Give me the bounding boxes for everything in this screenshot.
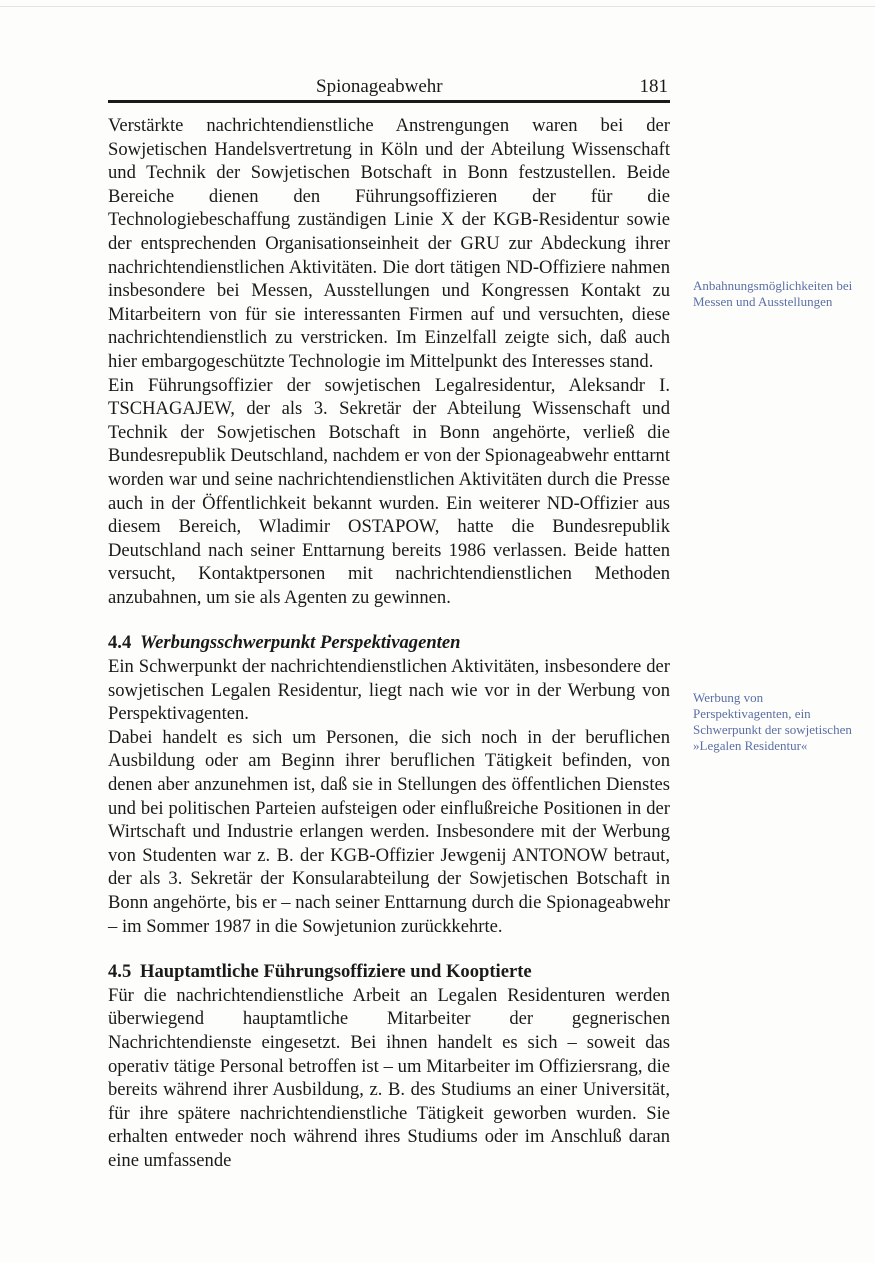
section-title: Werbungsschwerpunkt Perspektivagenten xyxy=(140,632,461,654)
paragraph-messen: Verstärkte nachrichtendienstliche Anstrengungen waren bei der Sowjetischen Handelsvertretung in Köln und der Abteilung Wissenschaft und Technik der Sowjetischen Botschaft in Bonn festzustellen. Beide Bereiche dienen den Führungsoffizieren der für die Technologiebeschaffung zuständigen Linie X der KGB-Residentur sowie der entsprechenden Organisationseinheit der GRU zur Abdeckung ihrer nachrichtendienstlichen Aktivitäten. Die dort tätigen ND-Offiziere nahmen insbesondere bei Messen, Ausstellungen und Kongressen Kontakt zu Mitarbeitern von für sie interessanten Firmen auf und versuchten, diese nachrichtendienstlich zu verstricken. Im Einzelfall zeigte sich, daß auch hier embargogeschützte Technologie im Mittelpunkt des Interesses stand. xyxy=(108,115,670,372)
section-heading-4-5 xyxy=(108,960,670,984)
main-text-column xyxy=(108,114,670,1173)
margin-note-messen: Anbahnungsmöglichkeiten bei Messen und Ausstellungen xyxy=(693,278,853,309)
running-title: Spionageabwehr xyxy=(316,76,443,97)
section-heading-4-4 xyxy=(108,631,670,655)
page-number: 181 xyxy=(639,76,668,97)
scan-edge-line xyxy=(0,6,875,7)
paragraph-perspektivagenten-intro: Ein Schwerpunkt der nachrichtendienstlichen Aktivitäten, insbesondere der sowjetischen Legalen Residentur, liegt nach wie vor in der Werbung von Perspektivagenten. xyxy=(108,656,670,725)
paragraph-fuehrungsoffiziere: Für die nachrichtendienstliche Arbeit an Legalen Residenturen werden überwiegend hauptamtliche Mitarbeiter der gegnerischen Nachrichtendienste eingesetzt. Bei ihnen handelt es sich – soweit das operativ tätige Personal betroffen ist – um Mitarbeiter im Offiziersrang, die bereits während ihrer Ausbildung, z. B. des Studiums an einer Universität, für ihre spätere nachrichtendienstliche Tätigkeit geworben wurden. Sie erhalten entweder noch während ihres Studiums oder im Anschluß daran eine umfassende xyxy=(108,984,670,1171)
paragraph-tschagajew: Ein Führungsoffizier der sowjetischen Legalresidentur, Aleksandr I. TSCHAGAJEW, der als 3. Sekretär der Abteilung Wissenschaft und Technik der Sowjetischen Botschaft in Bonn angehörte, verließ die Bundesrepublik Deutschland, nachdem er von der Spionageabwehr enttarnt worden war und seine nachrichtendienstlichen Aktivitäten durch die Presse auch in der Öffentlichkeit bekannt wurden. Ein weiterer ND-Offizier aus diesem Bereich, Wladimir OSTAPOW, hatte die Bundesrepublik Deutschland nach seiner Enttarnung bereits 1986 verlassen. Beide hatten versucht, Kontaktpersonen mit nachrichtendienstlichen Methoden anzubahnen, um sie als Agenten zu gewinnen. xyxy=(108,374,670,608)
section-number: 4.4 xyxy=(108,632,132,654)
page-header xyxy=(108,72,670,103)
paragraph-perspektivagenten-detail: Dabei handelt es sich um Personen, die sich noch in der beruflichen Ausbildung oder am Beginn ihrer beruflichen Tätigkeit befinden, von denen aber anzunehmen ist, daß sie in Stellungen des öffentlichen Dienstes und bei politischen Parteien aufsteigen oder einflußreiche Positionen in der Wirtschaft und Industrie erlangen werden. Insbesondere mit der Werbung von Studenten war z. B. der KGB-Offizier Jewgenij ANTONOW betraut, der als 3. Sekretär der Konsularabteilung der Sowjetischen Botschaft in Bonn angehörte, bis er – nach seiner Enttarnung durch die Spionageabwehr – im Sommer 1987 in die Sowjetunion zurückkehrte. xyxy=(108,726,670,937)
margin-note-werbung: Werbung von Perspektivagenten, ein Schwerpunkt der sowjetischen »Legalen Residentur« xyxy=(693,690,852,753)
section-number: 4.5 xyxy=(108,961,132,983)
section-title: Hauptamtliche Führungsoffiziere und Kooptierte xyxy=(140,961,532,983)
